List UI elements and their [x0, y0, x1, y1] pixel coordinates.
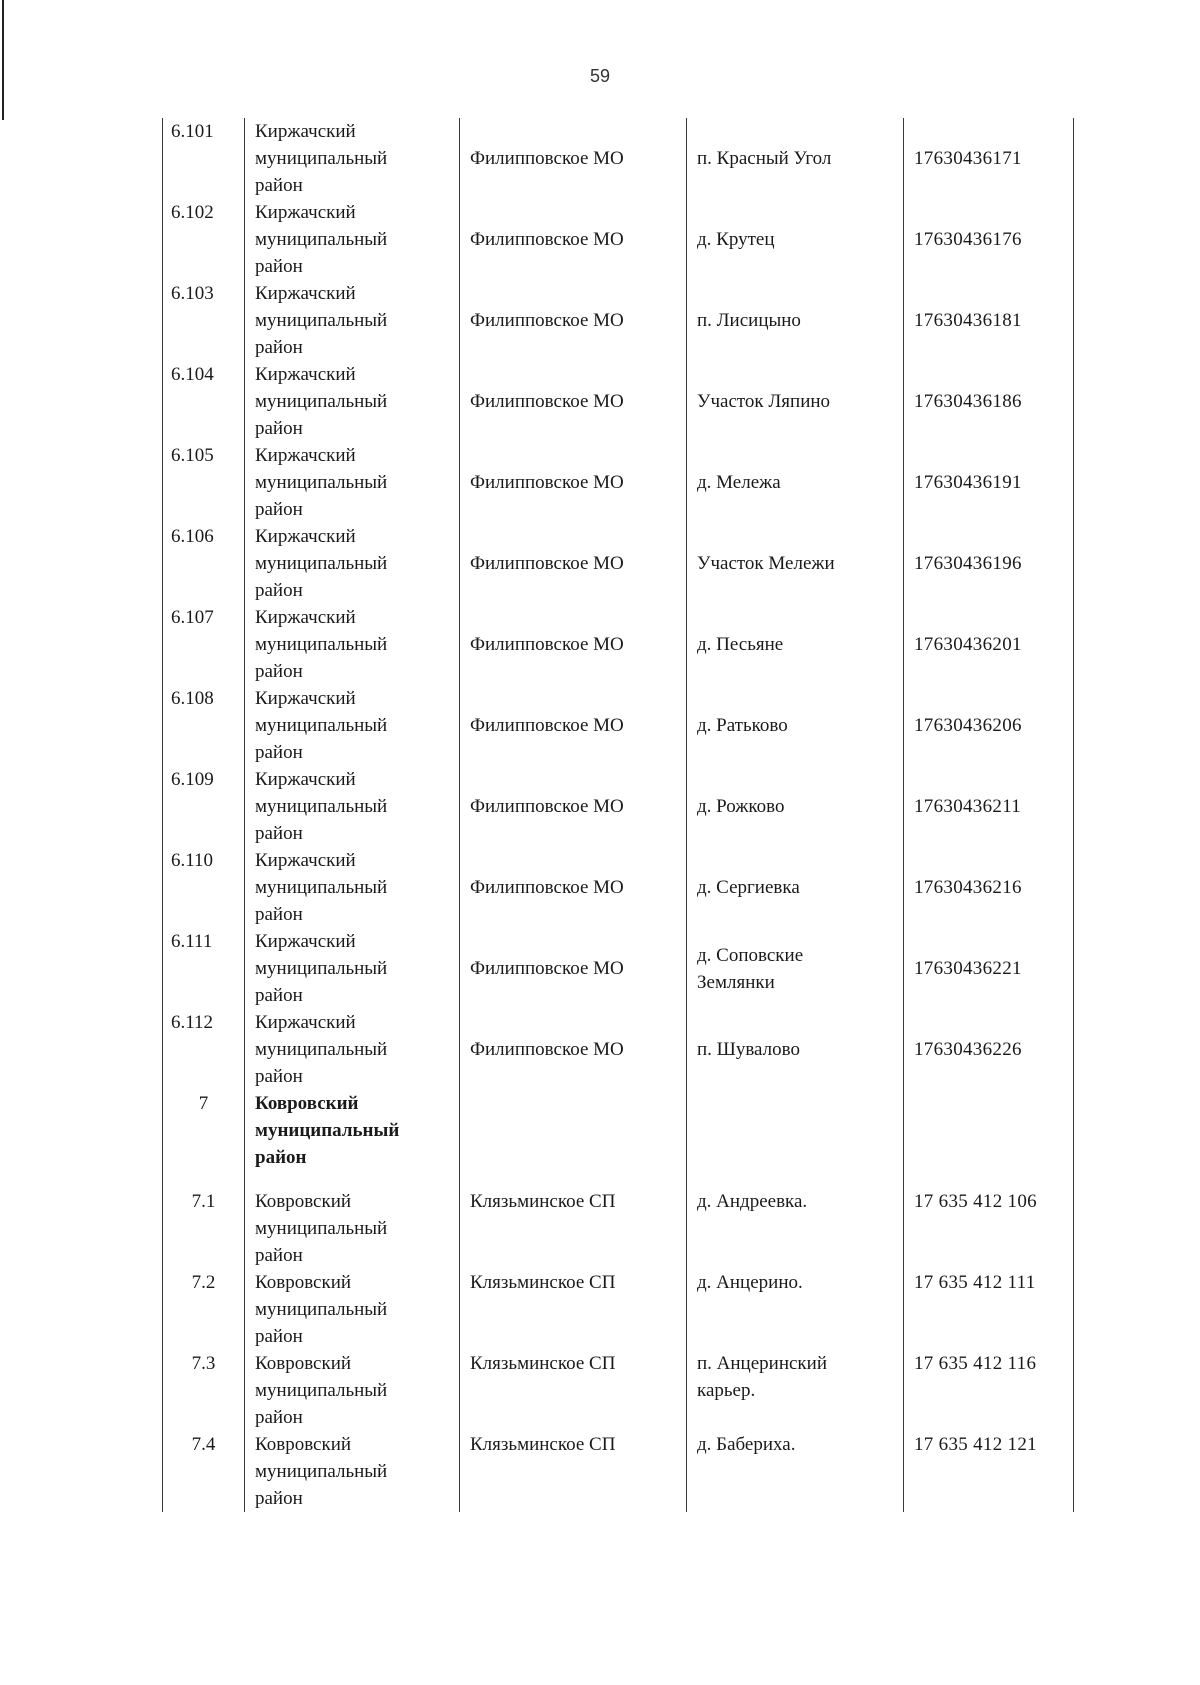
district-line: район: [255, 499, 303, 520]
municipality-cell: Филипповское МО: [460, 847, 687, 928]
district-cell: [245, 604, 460, 685]
settlement-line: д. Ратьково: [697, 715, 788, 736]
row-number-cell: 7.3: [163, 1350, 245, 1431]
municipality-cell: Филипповское МО: [460, 766, 687, 847]
oktmo-code-cell: 17 635 412 116: [904, 1350, 1074, 1431]
page-number: 59: [589, 66, 611, 86]
district-line: район: [255, 418, 303, 439]
district-line: район: [255, 1488, 303, 1509]
settlement-cell: [687, 442, 904, 523]
table-row: [163, 1009, 1074, 1090]
table-row: [163, 1269, 1074, 1350]
municipality-cell: [460, 1090, 687, 1188]
table-body: [163, 118, 1074, 1512]
district-cell: [245, 847, 460, 928]
district-line: муниципальный: [255, 1039, 388, 1060]
district-line: муниципальный: [255, 229, 388, 250]
settlement-line: п. Лисицыно: [697, 310, 801, 331]
district-line: район: [255, 661, 303, 682]
row-number-cell: 6.104: [163, 361, 245, 442]
district-cell: [245, 1431, 460, 1512]
settlements-table: [162, 118, 1074, 1512]
district-line: Киржачский: [255, 202, 356, 223]
district-cell: [245, 1350, 460, 1431]
oktmo-code-cell: 17 635 412 111: [904, 1269, 1074, 1350]
district-line: Ковровский: [255, 1191, 352, 1212]
settlement-cell: [687, 199, 904, 280]
district-line: муниципальный: [255, 148, 388, 169]
settlement-cell: [687, 766, 904, 847]
oktmo-code-cell: 17630436226: [904, 1009, 1074, 1090]
row-number-cell: 7: [163, 1090, 245, 1188]
oktmo-code-cell: 17630436176: [904, 199, 1074, 280]
district-line: район: [255, 1245, 303, 1266]
row-number-cell: 6.101: [163, 118, 245, 199]
table-row: [163, 766, 1074, 847]
row-number-cell: 6.105: [163, 442, 245, 523]
table-row: [163, 118, 1074, 199]
district-line: район: [255, 580, 303, 601]
settlement-cell: [687, 1009, 904, 1090]
oktmo-code-cell: 17630436201: [904, 604, 1074, 685]
settlement-cell: [687, 118, 904, 199]
oktmo-code-cell: 17630436196: [904, 523, 1074, 604]
table-row: [163, 1090, 1074, 1188]
oktmo-code-cell: 17 635 412 106: [904, 1188, 1074, 1269]
settlement-line: д. Андреевка.: [697, 1191, 808, 1212]
row-number-cell: 6.103: [163, 280, 245, 361]
district-line: Киржачский: [255, 526, 356, 547]
settlement-cell: [687, 1350, 904, 1431]
row-number-cell: 7.2: [163, 1269, 245, 1350]
district-line: Киржачский: [255, 1012, 356, 1033]
settlement-line: Землянки: [697, 971, 775, 993]
oktmo-code-cell: 17630436221: [904, 928, 1074, 1009]
settlement-cell: [687, 685, 904, 766]
table-row: [163, 604, 1074, 685]
district-line: Киржачский: [255, 364, 356, 385]
district-cell: [245, 1269, 460, 1350]
district-cell: [245, 1090, 460, 1188]
district-line: Ковровский: [255, 1434, 352, 1455]
district-cell: [245, 199, 460, 280]
oktmo-code-cell: 17630436206: [904, 685, 1074, 766]
district-cell: [245, 118, 460, 199]
municipality-cell: Филипповское МО: [460, 280, 687, 361]
district-cell: [245, 361, 460, 442]
settlement-line: п. Анцеринский: [697, 1353, 827, 1374]
district-cell: [245, 523, 460, 604]
row-number-cell: 6.112: [163, 1009, 245, 1090]
district-cell: [245, 442, 460, 523]
municipality-cell: Филипповское МО: [460, 361, 687, 442]
settlement-cell: [687, 847, 904, 928]
oktmo-code-cell: [904, 1090, 1074, 1188]
district-line: район: [255, 1066, 303, 1087]
district-line: Киржачский: [255, 931, 356, 952]
municipality-cell: Филипповское МО: [460, 685, 687, 766]
district-line: район: [255, 742, 303, 763]
district-line: Киржачский: [255, 121, 356, 142]
settlement-cell: [687, 1090, 904, 1188]
municipality-cell: Филипповское МО: [460, 442, 687, 523]
table-row: [163, 361, 1074, 442]
district-line: Киржачский: [255, 445, 356, 466]
row-number-cell: 7.4: [163, 1431, 245, 1512]
oktmo-code-cell: 17630436191: [904, 442, 1074, 523]
municipality-cell: Клязьминское СП: [460, 1188, 687, 1269]
district-line: муниципальный: [255, 1120, 400, 1141]
settlement-line: п. Шувалово: [697, 1039, 800, 1060]
row-number-cell: 6.102: [163, 199, 245, 280]
settlement-line: п. Красный Угол: [697, 148, 832, 169]
district-line: муниципальный: [255, 310, 388, 331]
district-line: Киржачский: [255, 850, 356, 871]
row-number-cell: 6.106: [163, 523, 245, 604]
row-number-cell: 6.111: [163, 928, 245, 1009]
table-row: [163, 280, 1074, 361]
table-row: [163, 1431, 1074, 1512]
municipality-cell: Филипповское МО: [460, 118, 687, 199]
district-cell: [245, 280, 460, 361]
settlement-line: д. Анцерино.: [697, 1272, 803, 1293]
district-line: муниципальный: [255, 1218, 388, 1239]
settlement-line: д. Крутец: [697, 229, 775, 250]
district-cell: [245, 685, 460, 766]
district-line: Киржачский: [255, 283, 356, 304]
district-line: муниципальный: [255, 1380, 388, 1401]
district-cell: [245, 928, 460, 1009]
settlement-line: д. Мележа: [697, 472, 781, 493]
district-line: Ковровский: [255, 1353, 352, 1374]
settlement-cell: [687, 361, 904, 442]
row-number-cell: 6.109: [163, 766, 245, 847]
municipality-cell: Филипповское МО: [460, 928, 687, 1009]
settlement-cell: [687, 523, 904, 604]
oktmo-code-cell: 17630436211: [904, 766, 1074, 847]
district-line: Ковровский: [255, 1272, 352, 1293]
settlement-line: Участок Ляпино: [697, 391, 831, 412]
district-line: муниципальный: [255, 1299, 388, 1320]
district-line: муниципальный: [255, 553, 388, 574]
district-line: муниципальный: [255, 1461, 388, 1482]
district-cell: [245, 1009, 460, 1090]
district-line: район: [255, 1407, 303, 1428]
district-line: район: [255, 1326, 303, 1347]
municipality-cell: Филипповское МО: [460, 1009, 687, 1090]
settlement-cell: [687, 1269, 904, 1350]
table-row: [163, 847, 1074, 928]
settlement-line: д. Сергиевка: [697, 877, 800, 898]
table-row: [163, 1350, 1074, 1431]
settlement-line: Участок Мележи: [697, 553, 835, 574]
table-row: [163, 928, 1074, 1009]
district-line: район: [255, 985, 303, 1006]
table-row: [163, 199, 1074, 280]
settlement-line: д. Песьяне: [697, 634, 784, 655]
district-line: муниципальный: [255, 958, 388, 979]
settlement-cell: [687, 1431, 904, 1512]
settlement-line: д. Соповские: [697, 944, 804, 966]
table-row: [163, 523, 1074, 604]
settlement-cell: [687, 928, 904, 1009]
district-line: муниципальный: [255, 634, 388, 655]
settlement-cell: [687, 280, 904, 361]
district-line: Киржачский: [255, 607, 356, 628]
district-line: район: [255, 175, 303, 196]
oktmo-code-cell: 17630436181: [904, 280, 1074, 361]
settlement-cell: [687, 604, 904, 685]
row-number-cell: 6.107: [163, 604, 245, 685]
district-line: Киржачский: [255, 688, 356, 709]
oktmo-code-cell: 17630436216: [904, 847, 1074, 928]
municipality-cell: Филипповское МО: [460, 604, 687, 685]
oktmo-code-cell: 17630436171: [904, 118, 1074, 199]
left-margin-mark: [2, 0, 4, 120]
district-line: район: [255, 337, 303, 358]
district-line: муниципальный: [255, 715, 388, 736]
district-line: муниципальный: [255, 472, 388, 493]
district-cell: [245, 766, 460, 847]
district-line: муниципальный: [255, 796, 388, 817]
oktmo-code-cell: 17 635 412 121: [904, 1431, 1074, 1512]
row-number-cell: 6.108: [163, 685, 245, 766]
district-line: район: [255, 1147, 307, 1168]
district-line: район: [255, 823, 303, 844]
row-number-cell: 6.110: [163, 847, 245, 928]
settlement-line: карьер.: [697, 1380, 756, 1401]
row-number-cell: 7.1: [163, 1188, 245, 1269]
district-line: район: [255, 256, 303, 277]
municipality-cell: Клязьминское СП: [460, 1431, 687, 1512]
municipality-cell: Клязьминское СП: [460, 1269, 687, 1350]
municipality-cell: Филипповское МО: [460, 199, 687, 280]
district-line: район: [255, 904, 303, 925]
district-line: муниципальный: [255, 391, 388, 412]
municipality-cell: Клязьминское СП: [460, 1350, 687, 1431]
district-line: муниципальный: [255, 877, 388, 898]
table-row: [163, 442, 1074, 523]
district-line: Киржачский: [255, 769, 356, 790]
municipality-cell: Филипповское МО: [460, 523, 687, 604]
oktmo-code-cell: 17630436186: [904, 361, 1074, 442]
table-row: [163, 1188, 1074, 1269]
settlement-cell: [687, 1188, 904, 1269]
district-cell: [245, 1188, 460, 1269]
table-row: [163, 685, 1074, 766]
settlement-line: д. Рожково: [697, 796, 785, 817]
district-line: Ковровский: [255, 1093, 359, 1114]
settlement-line: д. Бабериха.: [697, 1434, 796, 1455]
